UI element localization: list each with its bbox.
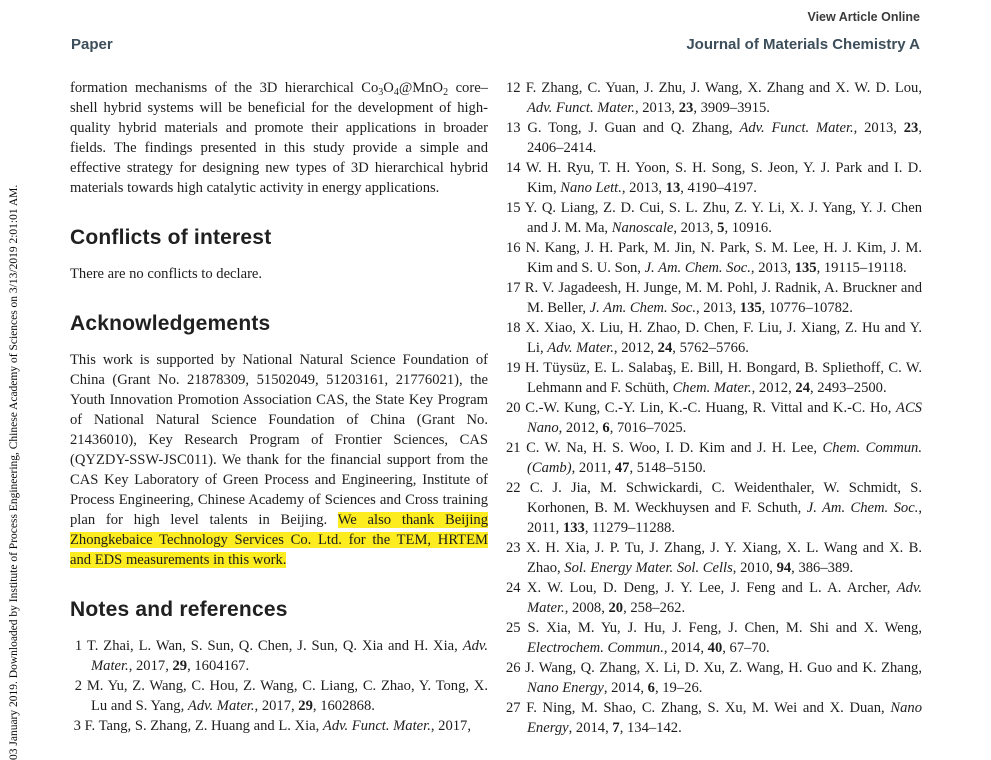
reference-item [70, 676, 488, 716]
text-segment: F. Ning, M. Shao, C. Zhang, S. Xu, M. Wei and X. Duan, [526, 700, 891, 716]
text-segment: X. H. Xia, J. P. Tu, J. Zhang, J. Y. Xiang, X. L. Wang and X. B. Zhao, [525, 540, 922, 576]
text-segment: T. Zhai, L. Wan, S. Sun, Q. Chen, J. Sun, Q. Xia and H. Xia, [86, 638, 463, 654]
bold-text: 29 [172, 658, 188, 674]
bold-text: 24 [657, 340, 673, 356]
acknowledgements-paragraph [70, 350, 488, 570]
italic-text: J. Am. Chem. Soc. [644, 260, 751, 276]
text-segment: This work is supported by National Natural Science Foundation of China (Grant No. 21878309, 51502049, 51203161, 21776021), the Youth Innovation Promotion Association CAS, the State Key Program of National Natural Science Foundation of China (Grant No. 21436010), Key Research Program of Frontier Sciences, CAS (QYZDY-SSW-JSC011). We thank for the financial support from the CAS Key Laboratory of Green Process and Engineering, Institute of Process Engineering, Chinese Academy of Sciences and Cross training plan for high level talents in Beijing. [70, 352, 488, 528]
article-type-label: Paper [71, 36, 113, 53]
reference-number: 24 [506, 580, 527, 596]
italic-text: Chem. Commun. (Camb) [527, 440, 922, 476]
left-column [70, 78, 488, 736]
bold-text: 6 [602, 420, 610, 436]
bold-text: 6 [647, 680, 655, 696]
conflicts-statement: There are no conflicts to declare. [70, 266, 263, 282]
reference-number: 13 [506, 120, 528, 136]
reference-item [506, 78, 922, 118]
conclusion-paragraph [70, 78, 488, 198]
reference-item [506, 238, 922, 278]
text-segment: , 5148–5150. [629, 460, 707, 476]
text-segment: , 2011, [571, 460, 615, 476]
text-segment: , 2013, [695, 300, 740, 316]
reference-number: 3 [70, 718, 85, 734]
italic-text: Adv. Funct. Mater. [322, 718, 431, 734]
text-segment: , 2017, [430, 718, 471, 734]
text-segment: X. Xiao, X. Liu, H. Zhao, D. Chen, F. Liu, J. Xiang, Z. Hu and Y. Li, [525, 320, 922, 356]
reference-number: 19 [506, 360, 525, 376]
acknowledgements-heading: Acknowledgements [70, 312, 271, 335]
text-segment: , 2010, [732, 560, 777, 576]
text-segment: , 1604167. [187, 658, 250, 674]
bold-text: 5 [717, 220, 725, 236]
italic-text: Adv. Mater. [91, 638, 488, 674]
italic-text: Chem. Mater. [672, 380, 752, 396]
text-segment: , 134–142. [619, 720, 682, 736]
text-segment: , 19–26. [654, 680, 703, 696]
subscript-text: 3 [378, 87, 384, 98]
text-segment: F. Tang, S. Zhang, Z. Huang and L. Xia, [84, 718, 323, 734]
notes-and-references-heading: Notes and references [70, 598, 288, 621]
journal-title: Journal of Materials Chemistry A [686, 36, 920, 53]
text-segment: , 2011, [527, 500, 922, 536]
reference-item [506, 698, 922, 738]
reference-item [506, 658, 922, 698]
text-segment: , 2012, [613, 340, 658, 356]
text-segment: , 2013, [621, 180, 666, 196]
italic-text: Nanoscale [611, 220, 674, 236]
italic-text: Adv. Mater. [527, 580, 922, 616]
reference-number: 20 [506, 400, 526, 416]
italic-text: ACS Nano [527, 400, 922, 436]
italic-text: Adv. Mater. [547, 340, 614, 356]
text-segment: , 2493–2500. [809, 380, 887, 396]
reference-number: 27 [506, 700, 527, 716]
text-segment: Y. Q. Liang, Z. D. Cui, S. L. Zhu, Z. Y. Li, X. J. Yang, Y. J. Chen and J. M. Ma, [524, 200, 922, 236]
reference-item [506, 538, 922, 578]
reference-item [70, 716, 488, 736]
text-segment: , 386–389. [791, 560, 854, 576]
text-segment: R. V. Jagadeesh, H. Junge, M. M. Pohl, J. Radnik, A. Bruckner and M. Beller, [524, 280, 922, 316]
italic-text: Adv. Mater. [187, 698, 255, 714]
text-segment: , 2013, [634, 100, 679, 116]
subscript-text: 4 [393, 87, 399, 98]
reference-number: 17 [506, 280, 525, 296]
reference-item [506, 578, 922, 618]
text-segment: , 258–262. [623, 600, 686, 616]
text-segment: , 10916. [724, 220, 772, 236]
text-segment: O [383, 80, 394, 96]
text-segment: X. W. Lou, D. Deng, J. Y. Lee, J. Feng and L. A. Archer, [526, 580, 897, 596]
download-provenance-text: 03 January 2019. Downloaded by Institute of Process Engineering, Chinese Academy of Sciences on 3/13/2019 2:01:01 AM. [8, 184, 20, 760]
text-segment: , 2012, [558, 420, 603, 436]
text-segment: , 2014, [603, 680, 648, 696]
reference-item [506, 118, 922, 158]
bold-text: 13 [665, 180, 681, 196]
reference-item [506, 438, 922, 478]
text-segment: , 2017, [128, 658, 173, 674]
text-segment: , 2013, [750, 260, 795, 276]
bold-text: 133 [562, 520, 585, 536]
italic-text: Nano Lett. [560, 180, 622, 196]
right-column [506, 78, 922, 738]
text-segment: @MnO [398, 80, 444, 96]
text-segment: C. J. Jia, M. Schwickardi, C. Weidenthaler, W. Schmidt, S. Korhonen, B. M. Weckhuysen and F. Schuth, [527, 480, 922, 516]
text-segment: , 2013, [853, 120, 904, 136]
text-segment: M. Yu, Z. Wang, C. Hou, Z. Wang, C. Liang, C. Zhao, Y. Tong, X. Lu and S. Yang, [86, 678, 488, 714]
reference-number: 25 [506, 620, 528, 636]
bold-text: 24 [795, 380, 810, 396]
text-segment: , 2406–2414. [527, 120, 922, 156]
text-segment: , 67–70. [722, 640, 770, 656]
reference-item [506, 318, 922, 358]
reference-number: 2 [70, 678, 87, 694]
bold-text: 23 [903, 120, 919, 136]
text-segment: , 2013, [673, 220, 718, 236]
text-segment: C. W. Na, H. S. Woo, I. D. Kim and J. H. Lee, [526, 440, 823, 456]
highlighted-text: We also thank Beijing Zhongkebaice Technology Services Co. Ltd. for the TEM, HRTEM and EDS measurements in this work. [70, 512, 488, 568]
italic-text: Electrochem. Commun. [527, 640, 664, 656]
reference-number: 15 [506, 200, 525, 216]
subscript-text: 2 [443, 87, 449, 98]
text-segment: , 5762–5766. [672, 340, 749, 356]
bold-text: 135 [794, 260, 817, 276]
text-segment: , 10776–10782. [761, 300, 853, 316]
bold-text: 23 [678, 100, 694, 116]
text-segment: , 11279–11288. [584, 520, 675, 536]
text-segment: S. Xia, M. Yu, J. Hu, J. Feng, J. Chen, M. Shi and X. Weng, [527, 620, 922, 636]
reference-number: 26 [506, 660, 526, 676]
reference-number: 14 [506, 160, 526, 176]
reference-item [506, 358, 922, 398]
text-segment: , 2008, [564, 600, 609, 616]
reference-number: 21 [506, 440, 527, 456]
text-segment: , 4190–4197. [680, 180, 757, 196]
reference-number: 23 [506, 540, 526, 556]
text-segment: G. Tong, J. Guan and Q. Zhang, [527, 120, 740, 136]
reference-item [70, 636, 488, 676]
text-segment: , 3909–3915. [693, 100, 770, 116]
bold-text: 7 [612, 720, 620, 736]
bold-text: 40 [707, 640, 723, 656]
reference-list-right [506, 78, 922, 738]
reference-item [506, 398, 922, 438]
text-segment: formation mechanisms of the 3D hierarchical Co [70, 80, 379, 96]
text-segment: , 1602868. [312, 698, 375, 714]
text-segment: , 2014, [663, 640, 708, 656]
text-segment: , 2014, [568, 720, 613, 736]
italic-text: J. Am. Chem. Soc. [806, 500, 919, 516]
italic-text: Nano Energy [527, 700, 922, 736]
italic-text: Nano Energy [527, 680, 604, 696]
reference-number: 12 [506, 80, 526, 96]
reference-number: 22 [506, 480, 530, 496]
reference-item [506, 618, 922, 658]
bold-text: 94 [776, 560, 792, 576]
text-segment: H. Tüysüz, E. L. Salabaş, E. Bill, H. Bongard, B. Spliethoff, C. W. Lehmann and F. Schüth, [524, 360, 922, 396]
reference-number: 16 [506, 240, 526, 256]
text-segment: F. Zhang, C. Yuan, J. Zhu, J. Wang, X. Zhang and X. W. D. Lou, [525, 80, 922, 96]
bold-text: 20 [608, 600, 624, 616]
bold-text: 29 [298, 698, 313, 714]
text-segment: , 2012, [751, 380, 796, 396]
reference-item [506, 278, 922, 318]
text-segment: , 2017, [254, 698, 299, 714]
reference-list-left [70, 636, 488, 736]
bold-text: 47 [614, 460, 630, 476]
text-segment: , 19115–19118. [816, 260, 907, 276]
reference-number: 1 [70, 638, 87, 654]
text-segment: N. Kang, J. H. Park, M. Jin, N. Park, S. M. Lee, H. J. Kim, J. M. Kim and S. U. Son, [525, 240, 922, 276]
view-article-online-link[interactable]: View Article Online [807, 10, 920, 24]
conflicts-of-interest-heading: Conflicts of interest [70, 226, 272, 249]
text-segment: C.-W. Kung, C.-Y. Lin, K.-C. Huang, R. Vittal and K.-C. Ho, [525, 400, 897, 416]
italic-text: Adv. Funct. Mater. [527, 100, 635, 116]
italic-text: Adv. Funct. Mater. [739, 120, 854, 136]
text-segment: , 7016–7025. [609, 420, 687, 436]
italic-text: Sol. Energy Mater. Sol. Cells [564, 560, 733, 576]
reference-item [506, 158, 922, 198]
reference-item [506, 478, 922, 538]
text-segment: W. H. Ryu, T. H. Yoon, S. H. Song, S. Jeon, Y. J. Park and I. D. Kim, [525, 160, 922, 196]
reference-item [506, 198, 922, 238]
reference-number: 18 [506, 320, 526, 336]
text-segment: J. Wang, Q. Zhang, X. Li, D. Xu, Z. Wang, H. Guo and K. Zhang, [525, 660, 922, 676]
bold-text: 135 [739, 300, 762, 316]
italic-text: J. Am. Chem. Soc. [589, 300, 696, 316]
text-segment: core–shell hybrid systems will be beneficial for the development of high-quality hybrid materials and promote their applications in broader fields. The findings presented in this study provide a simple and effective strategy for designing new types of 3D hierarchical hybrid materials towards high catalytic activity in energy applications. [70, 80, 488, 196]
